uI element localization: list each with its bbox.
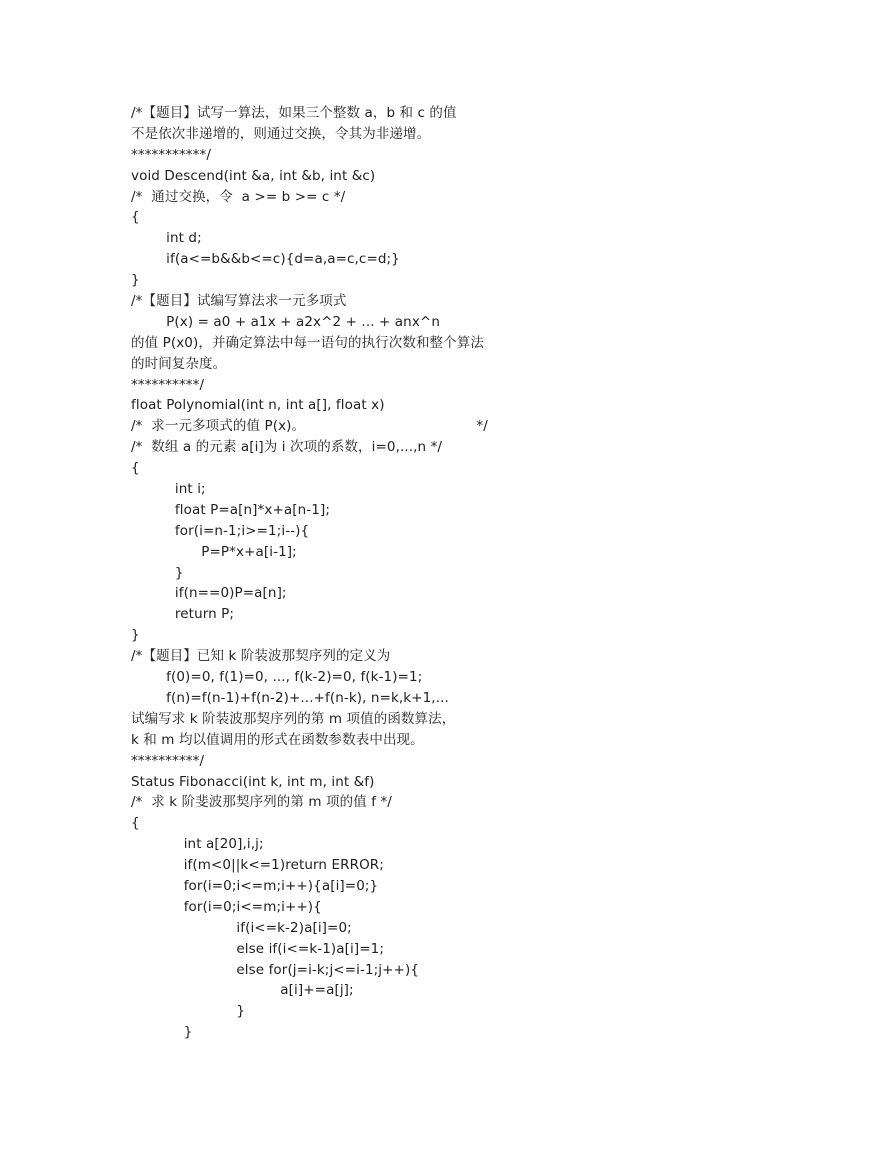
code-line: } xyxy=(131,564,184,581)
code-line: } xyxy=(131,272,140,289)
code-line: } xyxy=(131,1003,246,1020)
comment-end-line: **********/ xyxy=(131,752,205,769)
function-signature-line: void Descend(int &a, int &b, int &c) xyxy=(131,167,376,184)
formula-line: f(n)=f(n-1)+f(n-2)+...+f(n-k), n=k,k+1,... xyxy=(131,689,449,706)
formula-line: P(x) = a0 + a1x + a2x^2 + ... + anx^n xyxy=(131,313,440,330)
code-line: { xyxy=(131,209,140,226)
code-line: { xyxy=(131,460,140,477)
problem-comment-line: 的值 P(x0)，并确定算法中每一语句的执行次数和整个算法 xyxy=(131,334,484,351)
problem-comment-line: 不是依次非递增的，则通过交换，令其为非递增。 xyxy=(131,125,431,142)
comment-line: /* 数组 a 的元素 a[i]为 i 次项的系数，i=0,...,n */ xyxy=(131,439,443,456)
code-line: for(i=0;i<=m;i++){ xyxy=(131,898,322,915)
function-signature-line: float Polynomial(int n, int a[], float x) xyxy=(131,397,385,414)
code-line: if(m<0||k<=1)return ERROR; xyxy=(131,857,384,874)
function-signature-line: Status Fibonacci(int k, int m, int &f) xyxy=(131,773,375,790)
code-line: return P; xyxy=(131,606,235,623)
problem-comment-line: 试编写求 k 阶装波那契序列的第 m 项值的函数算法， xyxy=(131,710,456,727)
comment-line: /* 通过交换，令 a >= b >= c */ xyxy=(131,188,346,205)
code-line: int d; xyxy=(131,230,202,247)
formula-line: f(0)=0, f(1)=0, ..., f(k-2)=0, f(k-1)=1; xyxy=(131,669,423,686)
problem-comment-line: /*【题目】试编写算法求一元多项式 xyxy=(131,293,347,310)
problem-comment-line: /*【题目】已知 k 阶装波那契序列的定义为 xyxy=(131,648,391,665)
code-line: float P=a[n]*x+a[n-1]; xyxy=(131,501,330,518)
code-line: P=P*x+a[i-1]; xyxy=(131,543,297,560)
code-line: } xyxy=(131,1024,193,1041)
code-line: for(i=0;i<=m;i++){a[i]=0;} xyxy=(131,877,379,894)
code-line: if(i<=k-2)a[i]=0; xyxy=(131,919,352,936)
code-line: if(a<=b&&b<=c){d=a,a=c,c=d;} xyxy=(131,251,400,268)
code-line: for(i=n-1;i>=1;i--){ xyxy=(131,522,310,539)
code-line: } xyxy=(131,627,140,644)
code-line: a[i]+=a[j]; xyxy=(131,982,354,999)
code-line: { xyxy=(131,815,140,832)
problem-comment-line: k 和 m 均以值调用的形式在函数参数表中出现。 xyxy=(131,731,424,748)
comment-end-line: ***********/ xyxy=(131,146,211,163)
comment-line: /* 求一元多项式的值 P(x)。 */ xyxy=(131,418,488,435)
comment-line: /* 求 k 阶斐波那契序列的第 m 项的值 f */ xyxy=(131,794,392,811)
code-line: else if(i<=k-1)a[i]=1; xyxy=(131,940,384,957)
comment-end-line: **********/ xyxy=(131,376,205,393)
code-line: int a[20],i,j; xyxy=(131,836,264,853)
code-line: int i; xyxy=(131,481,206,498)
code-text-block xyxy=(131,103,831,1043)
problem-comment-line: /*【题目】试写一算法，如果三个整数 a，b 和 c 的值 xyxy=(131,105,457,121)
problem-comment-line: 的时间复杂度。 xyxy=(131,355,227,372)
code-line: else for(j=i-k;j<=i-1;j++){ xyxy=(131,961,420,978)
code-line: if(n==0)P=a[n]; xyxy=(131,585,287,602)
